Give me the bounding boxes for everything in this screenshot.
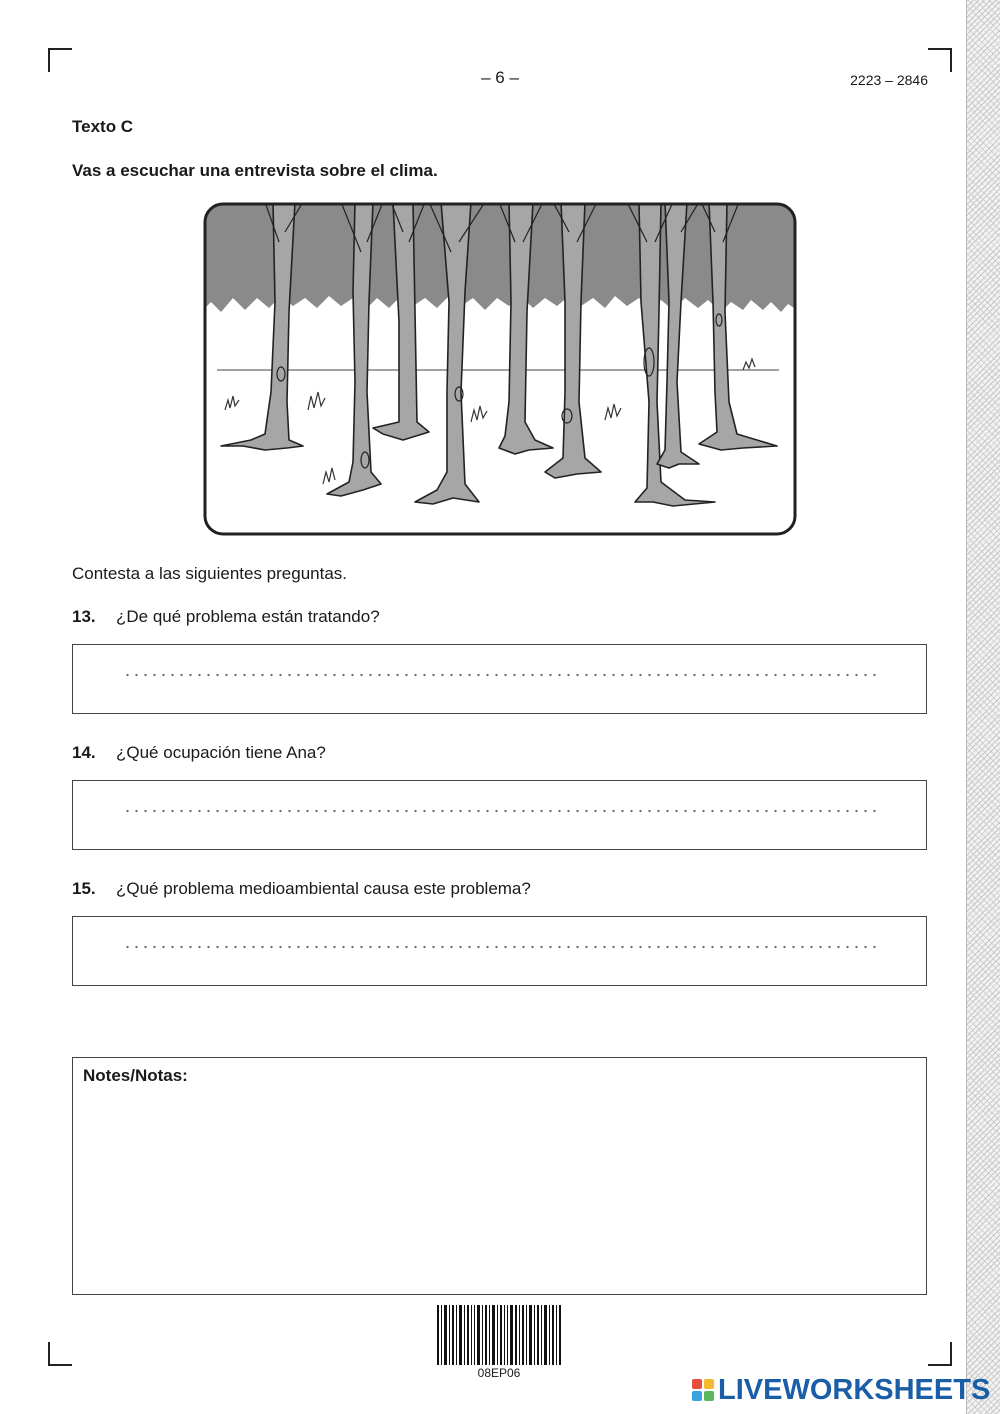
logo-square [692,1391,702,1401]
question-14 [72,743,326,763]
question-text: ¿Qué ocupación tiene Ana? [116,743,326,762]
notes-box[interactable] [72,1057,927,1295]
liveworksheets-watermark [692,1373,990,1407]
logo-square [704,1379,714,1389]
section-intro: Vas a escuchar una entrevista sobre el clima. [72,161,438,180]
instructions: Contesta a las siguientes preguntas. [72,564,348,583]
page-number: – 6 – [481,68,519,87]
answer-dotted-line [123,941,878,953]
answer-dotted-line [123,805,878,817]
crop-mark-bottom-right [928,1342,952,1366]
liveworksheets-logo-icon [692,1379,714,1401]
question-number: 15. [72,879,96,898]
question-number: 14. [72,743,96,762]
barcode [437,1305,561,1365]
answer-box-14[interactable] [72,780,927,850]
exam-code: 2223 – 2846 [850,72,928,88]
answer-dotted-line [123,669,878,681]
crop-mark-bottom-left [48,1342,72,1366]
answer-box-15[interactable] [72,916,927,986]
question-15 [72,879,531,899]
watermark-text: LIVEWORKSHEETS [718,1373,991,1406]
logo-square [692,1379,702,1389]
page-edge-texture [966,0,1000,1414]
notes-label: Notes/Notas: [83,1066,188,1085]
question-number: 13. [72,607,96,626]
question-13 [72,607,380,627]
forest-illustration [203,202,797,536]
question-text: ¿De qué problema están tratando? [116,607,380,626]
barcode-label: 08EP06 [477,1366,521,1380]
question-text: ¿Qué problema medioambiental causa este problema? [116,879,531,898]
section-title: Texto C [72,117,134,136]
answer-box-13[interactable] [72,644,927,714]
logo-square [704,1391,714,1401]
